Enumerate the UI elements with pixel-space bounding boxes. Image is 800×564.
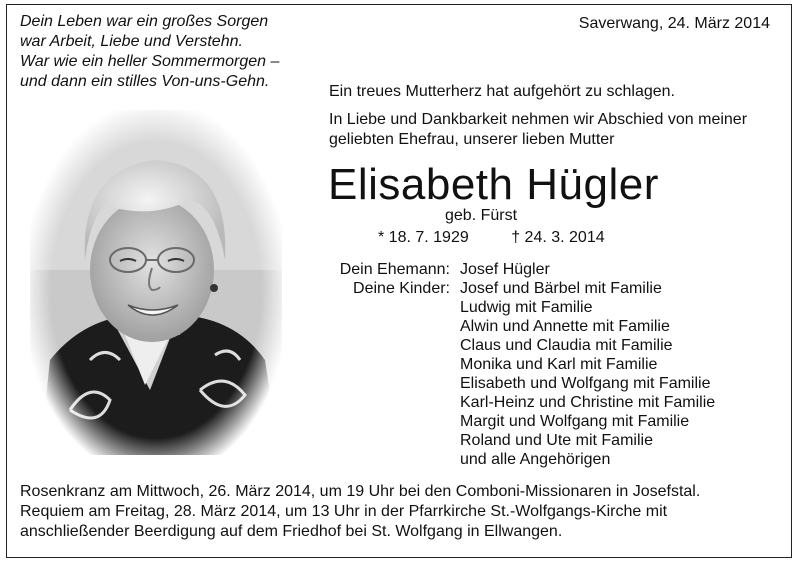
child-entry: Alwin und Annette mit Familie xyxy=(460,318,670,335)
child-entry: Ludwig mit Familie xyxy=(460,299,593,316)
farewell-line: geliebten Ehefrau, unserer lieben Mutter xyxy=(329,131,615,148)
children-names xyxy=(460,279,715,469)
service-details xyxy=(20,482,700,542)
birth-date: * 18. 7. 1929 xyxy=(378,229,469,246)
poem-line: War wie ein heller Sommermorgen – xyxy=(20,53,280,70)
poem-line: war Arbeit, Liebe und Verstehn. xyxy=(20,33,243,50)
farewell-line: In Liebe und Dankbarkeit nehmen wir Abschied von meiner xyxy=(329,111,748,128)
spouse-name: Josef Hügler xyxy=(460,261,550,278)
child-entry: und alle Angehörigen xyxy=(460,451,611,468)
children-label: Deine Kinder: xyxy=(353,280,450,297)
maiden-name: geb. Fürst xyxy=(445,207,518,224)
intro-line: Ein treues Mutterherz hat aufgehört zu schlagen. xyxy=(329,83,675,100)
spouse-row xyxy=(300,260,715,279)
place-date: Saverwang, 24. März 2014 xyxy=(578,15,770,32)
children-row xyxy=(300,279,715,469)
requiem-line: Requiem am Freitag, 28. März 2014, um 13 Uhr in der Pfarrkirche St.-Wolfgangs-Kirche mit xyxy=(20,503,668,520)
life-dates xyxy=(378,229,605,247)
deceased-name: Elisabeth Hügler xyxy=(328,160,659,209)
farewell-text xyxy=(329,110,747,150)
poem-line: Dein Leben war ein großes Sorgen xyxy=(20,13,269,30)
portrait-photo xyxy=(30,110,282,455)
child-entry: Elisabeth und Wolfgang mit Familie xyxy=(460,375,711,392)
poem-line: und dann ein stilles Von-uns-Gehn. xyxy=(20,73,270,90)
child-entry: Claus und Claudia mit Familie xyxy=(460,337,673,354)
burial-line: anschließender Beerdigung auf dem Friedhof bei St. Wolfgang in Ellwangen. xyxy=(20,523,563,540)
relatives-list xyxy=(300,260,715,469)
child-entry: Karl-Heinz und Christine mit Familie xyxy=(460,394,716,411)
rosary-line: Rosenkranz am Mittwoch, 26. März 2014, um 19 Uhr bei den Comboni-Missionaren in Josefstal. xyxy=(20,483,701,500)
child-entry: Roland und Ute mit Familie xyxy=(460,432,653,449)
poem xyxy=(20,12,279,92)
death-date: † 24. 3. 2014 xyxy=(511,229,605,246)
child-entry: Josef und Bärbel mit Familie xyxy=(460,280,662,297)
child-entry: Monika und Karl mit Familie xyxy=(460,356,658,373)
child-entry: Margit und Wolfgang mit Familie xyxy=(460,413,690,430)
spouse-label: Dein Ehemann: xyxy=(339,261,450,278)
